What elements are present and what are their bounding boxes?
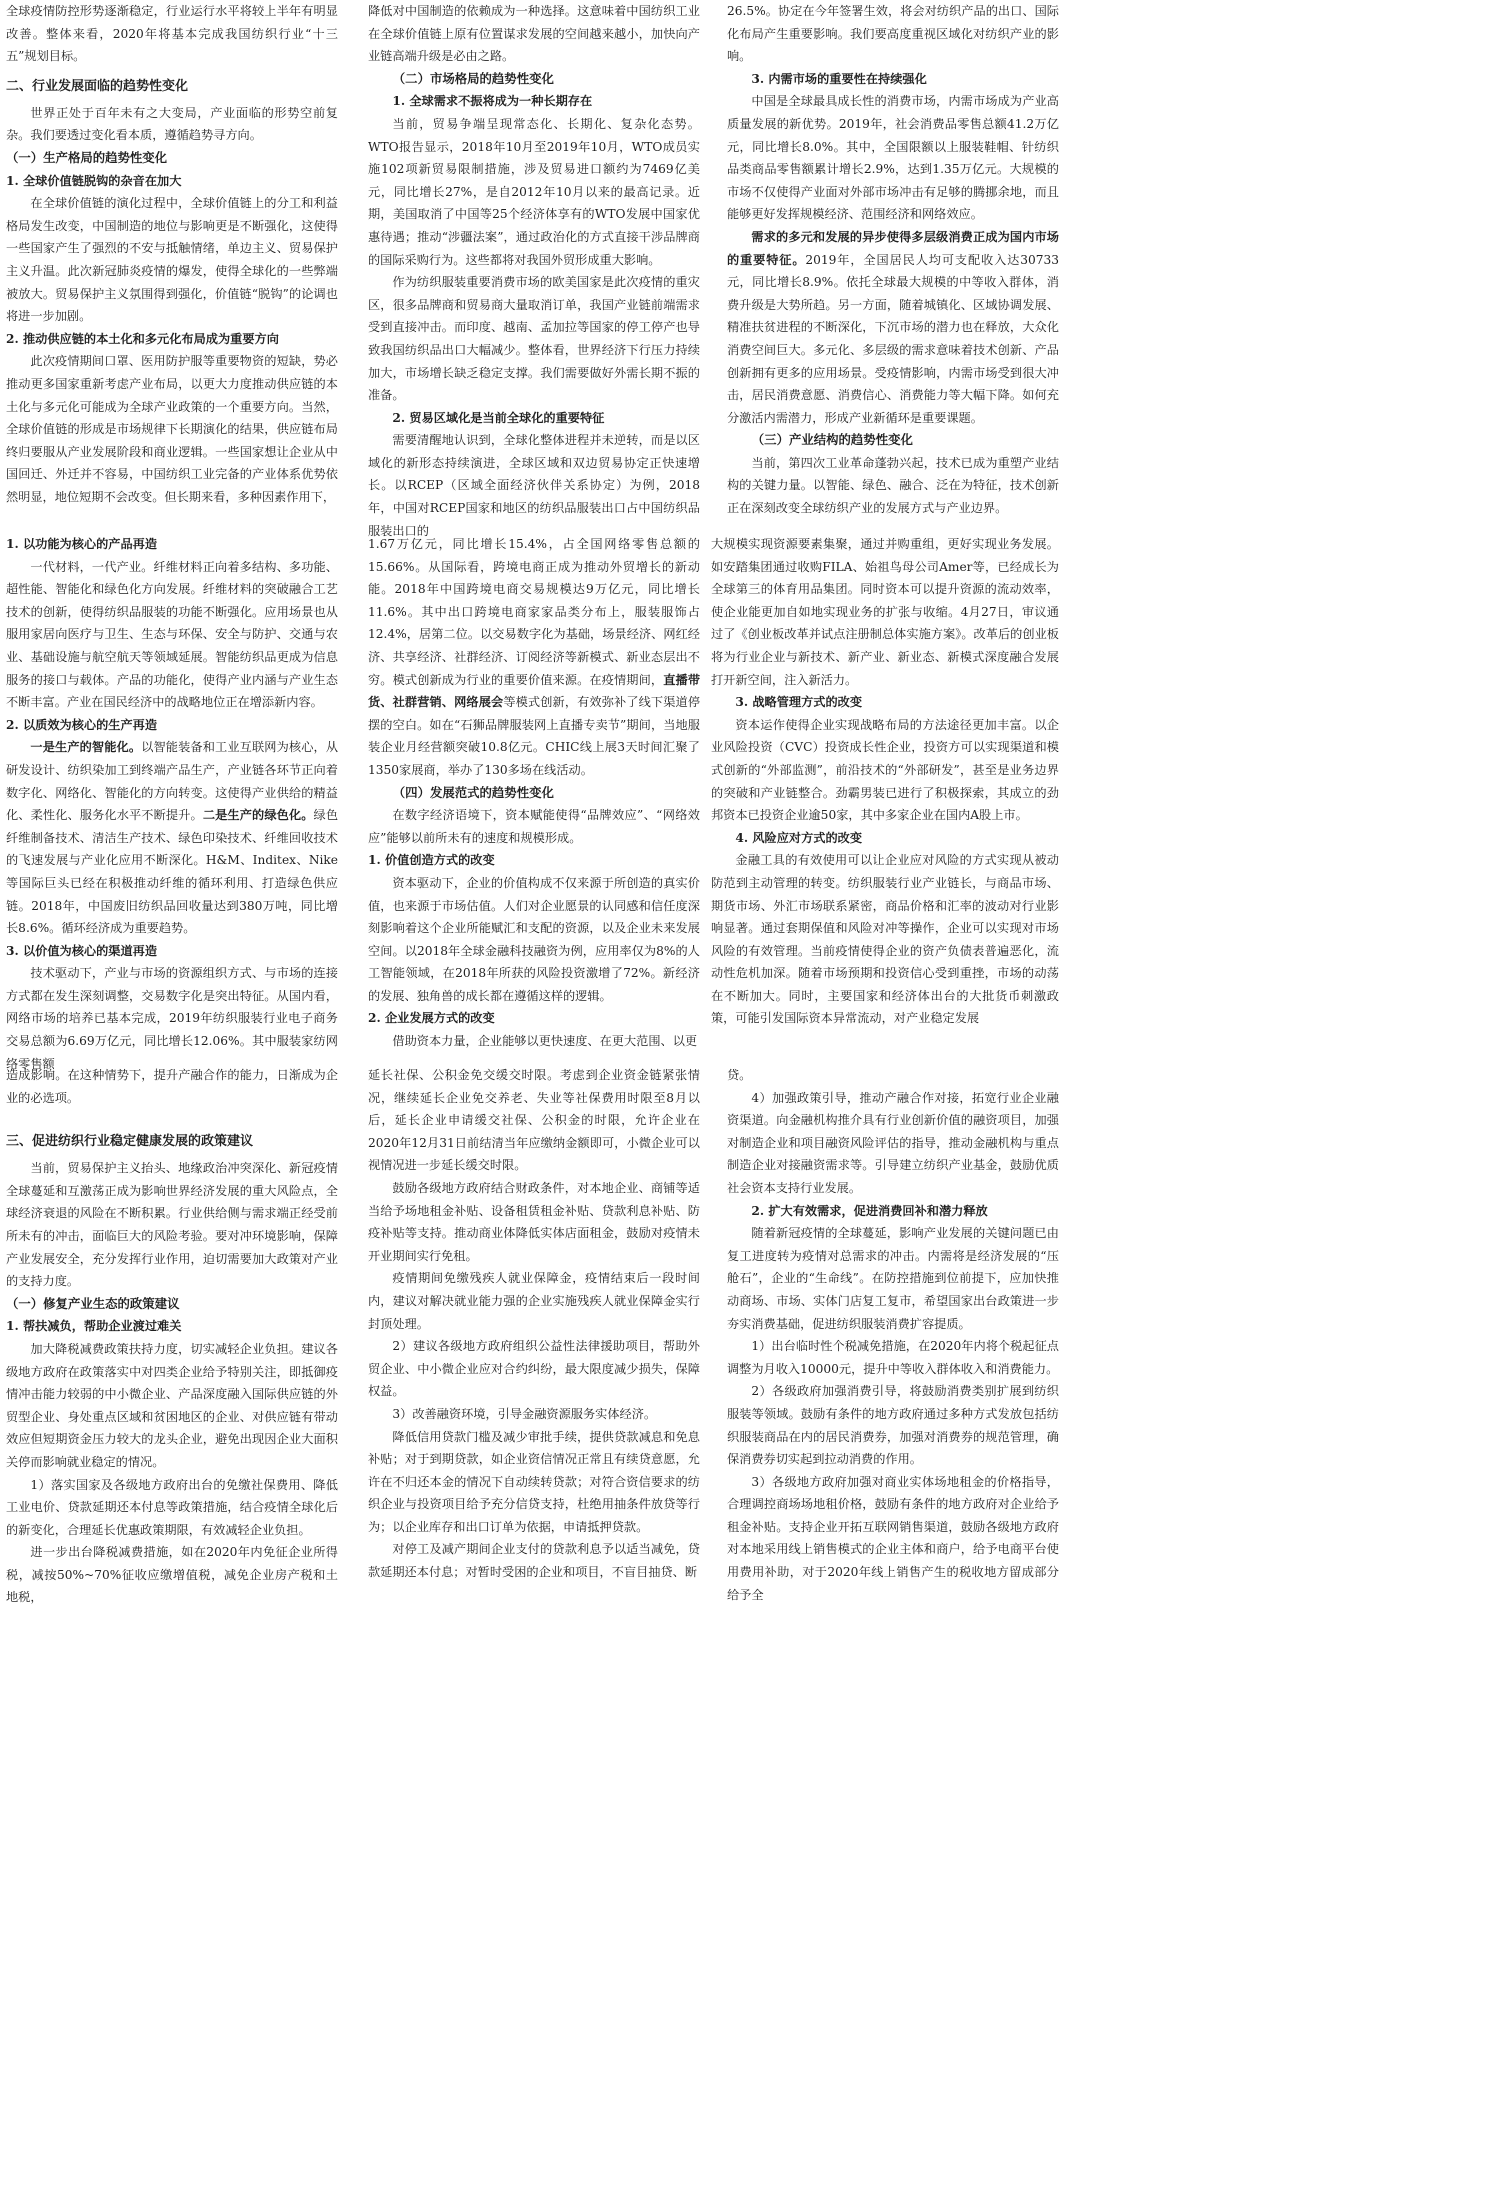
paragraph: 加大降税减费政策扶持力度，切实减轻企业负担。建议各级地方政府在政策落实中对四类企业给予特别关注，即抵御疫情冲击能力较弱的中小微企业、产品深度融入国际供应链的外贸型企业、身处重点区域和贫困地区的企业、对供应链有带动效应但短期资金压力较大的龙头企业，避免出现因企业大面积关停而影响就业稳定的情况。 [6,1341,338,1469]
paragraph: 26.5%。协定在今年签署生效，将会对纺织产品的出口、国际化布局产生重要影响。我们要高度重视区域化对纺织产业的影响。 [727,4,1059,64]
block1-column-1 [6,0,338,504]
block3-column-1 [6,1064,338,1605]
paragraph: 中国是全球最具成长性的消费市场，内需市场成为产业高质量发展的新优势。2019年，社会消费品零售总额41.2万亿元，同比增长8.0%。其中，全国限额以上服装鞋帽、针纺织品类商品零售额累计增长2.9%，达到1.35万亿元。大规模的市场不仅使得产业面对外部市场冲击有足够的腾挪余地，而且能够更好发挥规模经济、范围经济和网络效应。 [727,94,1059,222]
paragraph: 对停工及减产期间企业支付的贷款利息予以适当减免，贷款延期还本付息；对暂时受困的企业和项目，不盲目抽贷、断 [368,1542,700,1580]
paragraph: 当前，贸易保护主义抬头、地缘政治冲突深化、新冠疫情全球蔓延和互激荡正成为影响世界经济发展的重大风险点，全球经济衰退的风险在不断积累。行业供给侧与需求端正经受前所未有的冲击，面临巨大的风险考验。要对冲环境影响，保障产业发展安全，充分发挥行业作用，迫切需要加大政策对产业的支持力度。 [6,1161,338,1289]
block1-column-3 [727,0,1059,516]
paragraph: 借助资本力量，企业能够以更快速度、在更大范围、以更 [392,1034,698,1049]
paragraph: 在数字经济语境下，资本赋能使得“品牌效应”、“网络效应”能够以前所未有的速度和规模形成。 [368,808,700,845]
paragraph: 资本驱动下，企业的价值构成不仅来源于所创造的真实价值，也来源于市场估值。人们对企业愿景的认同感和信任度深刻影响着这个企业所能赋汇和支配的资源，以及企业未来发展空间。以2018年全球金融科技融资为例，应用率仅为8%的人工智能领域，在2018年所获的风险投资激增了72%。新经济的发展、独角兽的成长都在遵循这样的逻辑。 [368,875,700,1003]
paragraph-text: 2019年，全国居民人均可支配收入达30733元，同比增长8.9%。依托全球最大规模的中等收入群体，消费升级是大势所趋。另一方面，随着城镇化、区域协调发展、精准扶贫进程的不断深化，下沉市场的潜力也在释放，大众化消费空间巨大。多元化、多层级的需求意味着技术创新、产品创新拥有更多的应用场景。受疫情影响，内需市场受到很大冲击，居民消费意愿、消费信心、消费能力等大幅下降。如何充分激活内需潜力，形成产业新循环是重要课题。 [727,252,1059,425]
block3-column-3 [727,1064,1059,1602]
item-heading: 3. 战略管理方式的改变 [735,695,863,710]
paragraph: 全球疫情防控形势逐渐稳定，行业运行水平将较上半年有明显改善。整体来看，2020年将基本完成我国纺织行业“十三五”规划目标。 [6,4,338,64]
paragraph: 延长社保、公积金免交缓交时限。考虑到企业资金链紧张情况，继续延长企业免交养老、失业等社保费用时限至8月以后，延长企业申请缓交社保、公积金的时限，允许企业在2020年12月31日前结清当年应缴纳金额即可，小微企业可以视情况进一步延长缓交时限。 [368,1068,700,1173]
paragraph [368,533,700,782]
paragraph: 资本运作使得企业实现战略布局的方法途径更加丰富。以企业风险投资（CVC）投资成长性企业，投资方可以实现渠道和模式创新的“外部监测”，前沿技术的“外部研发”，甚至是业务边界的突破和产业链整合。劲霸男装已进行了积极探索，其成立的劲邦资本已投资企业逾50家，其中多家企业在国内A股上市。 [711,717,1059,823]
subsection-heading: （一）修复产业生态的政策建议 [6,1295,180,1311]
paragraph: 技术驱动下，产业与市场的资源组织方式、与市场的连接方式都在发生深刻调整，交易数字化是突出特征。从国内看，网络市场的培养已基本完成，2019年纺织服装行业电子商务交易总额为6.69万亿元，同比增长12.06%。其中服装家纺网络零售额 [6,966,338,1071]
paragraph: 进一步出台降税减费措施，如在2020年内免征企业所得税，减按50%~70%征收应缴增值税，减免企业房产税和土地税， [6,1545,338,1605]
bold-lead: 二是生产的绿色化。 [202,808,314,823]
subsection-heading: （一）生产格局的趋势性变化 [6,149,168,165]
paragraph: 造成影响。在这种情势下，提升产融合作的能力，日渐成为企业的必选项。 [6,1068,338,1105]
paragraph: 疫情期间免缴残疾人就业保障金，疫情结束后一段时间内，建议对解决就业能力强的企业实施残疾人就业保障金实行封顶处理。 [368,1271,700,1331]
paragraph: 一代材料，一代产业。纤维材料正向着多结构、多功能、超性能、智能化和绿色化方向发展。纤维材料的突破融合工艺技术的创新，使得纺织品服装的功能不断强化。应用场景也从服用家居向医疗与卫生、生态与环保、安全与防护、交通与农业、基础设施与航空航天等领域延展。智能纺织品更成为信息服务的接口与载体。产品的功能化，使得产业内涵与产业生态不断丰富。产业在国民经济中的战略地位正在增添新内容。 [6,559,338,710]
item-heading: 1. 以功能为核心的产品再造 [6,537,158,551]
item-heading: 4. 风险应对方式的改变 [735,830,863,845]
paragraph: 3）各级地方政府加强对商业实体场地租金的价格指导，合理调控商场场地租价格，鼓励有条件的地方政府对企业给予租金补贴。支持企业开拓互联网销售渠道，鼓励各级地方政府对本地采用线上销售模式的企业主体和商户，给予电商平台使用费用补助，对于2020年线上销售产生的税收地方留成部分给予全 [727,1474,1059,1602]
paragraph: 4）加强政策引导，推动产融合作对接，拓宽行业企业融资渠道。向金融机构推介具有行业创新价值的融资项目，加强对制造企业和项目融资风险评估的指导，推动金融机构与重点制造企业对接融资需求等。引导建立纺织产业基金，鼓励优质社会资本支持行业发展。 [727,1090,1059,1195]
paragraph: 当前，贸易争端呈现常态化、长期化、复杂化态势。WTO报告显示，2018年10月至2019年10月，WTO成员实施102项新贸易限制措施，涉及贸易进口额约为7469亿美元，同比增长27%，是自2012年10月以来的最高记录。近期，美国取消了中国等25个经济体享有的WTO发展中国家优惠待遇；推动“涉疆法案”，通过政治化的方式直接干涉品牌商的国际采购行为。这些都将对我国外贸形成重大影响。 [368,116,700,267]
item-heading: 2. 扩大有效需求，促进消费回补和潜力释放 [751,1203,988,1218]
item-heading: 1. 全球需求不振将成为一种长期存在 [392,94,593,109]
subsection-heading: （三）产业结构的趋势性变化 [751,432,913,448]
block3-column-2 [368,1064,700,1580]
item-heading: 1. 全球价值链脱钩的杂音在加大 [6,173,182,188]
subsection-heading: （四）发展范式的趋势性变化 [392,784,554,800]
block1-column-2 [368,0,700,538]
paragraph: 需要清醒地认识到，全球化整体进程并未逆转，而是以区域化的新形态持续演进，全球区域和双边贸易协定正快速增长。以RCEP（区域全面经济伙伴关系协定）为例，2018年，中国对RCEP国家和地区的纺织品服装出口占中国纺织品服装出口的 [368,433,700,538]
paragraph: 此次疫情期间口罩、医用防护服等重要物资的短缺，势必推动更多国家重新考虑产业布局，以更大力度推动供应链的本土化与多元化可能成为全球产业政策的一个重要方向。当然，全球价值链的形成是市场规律下长期演化的结果，供应链布局终归要服从产业发展阶段和商业逻辑。一些国家想让企业从中国回迁、外迁并不容易，中国纺织工业完备的产业体系优势依然明显，地位短期不会改变。但长期来看，多种因素作用下， [6,354,338,504]
paragraph: 贷。 [727,1068,752,1082]
paragraph: 降低对中国制造的依赖成为一种选择。这意味着中国纺织工业在全球价值链上原有位置谋求发展的空间越来越小，加快向产业链高端升级是必由之路。 [368,4,700,64]
item-heading: 2. 推动供应链的本土化和多元化布局成为重要方向 [6,331,279,346]
paragraph: 2）各级政府加强消费引导，将鼓励消费类别扩展到纺织服装等领域。鼓励有条件的地方政府通过多种方式发放包括纺织服装商品在内的居民消费券，加强对消费券的规范管理，确保消费券切实起到拉动消费的作用。 [727,1384,1059,1467]
spacer [6,1109,338,1123]
item-heading: 1. 帮扶减负，帮助企业渡过难关 [6,1319,182,1334]
paragraph: 1）出台临时性个税减免措施，在2020年内将个税起征点调整为月收入10000元，提升中等收入群体收入和消费能力。 [727,1339,1059,1376]
paragraph: 1）落实国家及各级地方政府出台的免缴社保费用、降低工业电价、贷款延期还本付息等政策措施，结合疫情全球化后的新变化，合理延长优惠政策期限，有效减轻企业负担。 [6,1477,338,1537]
paragraph-text: 以智能装备和工业互联网为核心，从研发设计、纺织染加工到终端产品生产，产业链各环节正向着数字化、网络化、智能化的方向转变。这使得产业供给的精益化、柔性化、服务化水平不断提升。 [6,740,339,823]
bold-lead: 需求的多元和发展的异步使得多层级消费正成为国内市场的重要特征。 [727,229,1059,267]
paragraph: 2）建议各级地方政府组织公益性法律援助项目，帮助外贸企业、中小微企业应对合约纠纷，最大限度减少损失，保障权益。 [368,1339,700,1399]
paragraph: 降低信用贷款门槛及减少审批手续，提供贷款减息和免息补贴；对于到期贷款，如企业资信情况正常且有续贷意愿，允许在不归还本金的情况下自动续转贷款；对符合资信要求的纺织企业与投资项目给予充分信贷支持，杜绝用抽条件放贷等行为；以企业库存和出口订单为依据，申请抵押贷款。 [368,1429,700,1534]
block2-column-1 [6,533,339,1071]
paragraph: 当前，第四次工业革命蓬勃兴起，技术已成为重塑产业结构的关键力量。以智能、绿色、融合、泛在为特征，技术创新正在深刻改变全球纺织产业的发展方式与产业边界。 [727,455,1059,516]
paragraph-text: 等模式创新，有效弥补了线下渠道停摆的空白。如在“石狮品牌服装网上直播专卖节”期间，当地服装企业月经营额突破10.8亿元。CHIC线上展3天时间汇聚了1350家展商，举办了130多场在线活动。 [368,695,701,777]
paragraph: 作为纺织服装重要消费市场的欧美国家是此次疫情的重灾区，很多品牌商和贸易商大量取消订单，我国产业链前端需求受到直接冲击。而印度、越南、孟加拉等国家的停工停产也导致我国纺织品出口大幅减少。整体看，世界经济下行压力持续加大，市场增长缺乏稳定支撑。我们需要做好外需长期不振的准备。 [368,275,700,403]
paragraph-text: 1.67万亿元，同比增长15.4%，占全国网络零售总额的15.66%。从国际看，跨境电商正成为推动外贸增长的新动能。2018年中国跨境电商交易规模达9万亿元，同比增长11.6%。其中出口跨境电商家家品类分布上，服装服饰占12.4%，居第二位。以交易数字化为基础，场景经济、网红经济、共享经济、社群经济、订阅经济等新模式、新业态层出不穷。模式创新成为行业的重要价值来源。在疫情期间， [368,537,700,687]
item-heading: 2. 以质效为核心的生产再造 [6,717,158,732]
paragraph-text: 绿色纤维制备技术、清洁生产技术、绿色印染技术、纤维回收技术的飞速发展与产业化应用不断深化。H&M、Inditex、Nike等国际巨头已经在积极推动纤维的循环利用、打造绿色供应链。2018年，中国废旧纺织品回收量达到380万吨，同比增长8.6%。循环经济成为重要趋势。 [6,808,339,936]
paragraph: 随着新冠疫情的全球蔓延，影响产业发展的关键问题已由复工进度转为疫情对总需求的冲击。内需将是经济发展的“压舱石”，企业的“生命线”。在防控措施到位前提下，应加快推动商场、市场、实体门店复工复市，希望国家出台政策进一步夯实消费基础，促进纺织服装消费扩容提质。 [727,1226,1059,1331]
paragraph: 大规模实现资源要素集聚，通过并购重组，更好实现业务发展。如安踏集团通过收购FILA、始祖鸟母公司Amer等，已经成长为全球第三的体育用品集团。同时资本可以提升资源的流动效率，使企业能更加自如地实现业务的扩张与收缩。4月27日，审议通过了《创业板改革并试点注册制总体实施方案》。改革后的创业板将为行业企业与新技术、新产业、新业态、新模式深度融合发展打开新空间，注入新活力。 [711,537,1059,687]
paragraph [6,736,338,939]
item-heading: 2. 企业发展方式的改变 [368,1011,495,1026]
paragraph: 鼓励各级地方政府结合财政条件，对本地企业、商铺等适当给予场地租金补贴、设备租赁租金补贴、贷款利息补贴、防疫补贴等支持。推动商业体降低实体店面租金，鼓励对疫情未开业期间实行免租。 [368,1180,700,1263]
block2-column-2 [368,533,701,1049]
block2-column-3 [711,533,1059,1037]
item-heading: 1. 价值创造方式的改变 [368,853,495,868]
item-heading: 3. 内需市场的重要性在持续强化 [751,71,927,86]
bold-lead: 一是生产的智能化。 [30,740,142,755]
paragraph: 在全球价值链的演化过程中，全球价值链上的分工和利益格局发生改变，中国制造的地位与影响更是不断强化，这使得一些国家产生了强烈的不安与抵触情绪，单边主义、贸易保护主义升温。此次新冠肺炎疫情的爆发，使得全球化的一些弊端被放大。贸易保护主义氛围得到强化，价值链“脱钩”的论调也将进一步加剧。 [6,196,338,324]
subsection-heading: （二）市场格局的趋势性变化 [392,70,554,86]
paragraph [727,226,1059,429]
item-heading: 3. 以价值为核心的渠道再造 [6,943,158,958]
bold-text: 直播带货、社群营销、网络展会 [368,672,701,710]
section-heading: 三、促进纺织行业稳定健康发展的政策建议 [6,1134,254,1150]
item-heading: 2. 贸易区域化是当前全球化的重要特征 [392,410,605,425]
paragraph: 世界正处于百年未有之大变局，产业面临的形势空前复杂。我们要透过变化看本质，遵循趋势寻方向。 [6,105,338,143]
paragraph: 3）改善融资环境，引导金融资源服务实体经济。 [392,1406,657,1421]
paragraph: 金融工具的有效使用可以让企业应对风险的方式实现从被动防范到主动管理的转变。纺织服装行业产业链长，与商品市场、期货市场、外汇市场联系紧密，商品价格和汇率的波动对行业影响显著。通过套期保值和风险对冲等操作，企业可以实现对市场风险的有效管理。当前疫情使得企业的资产负债表普遍恶化，流动性危机加深。随着市场预期和投资信心受到重挫，市场的动荡在不断加大。同时，主要国家和经济体出台的大批货币刺激政策，可能引发国际资本异常流动，对产业稳定发展 [711,853,1059,1026]
section-heading: 二、行业发展面临的趋势性变化 [6,78,189,94]
